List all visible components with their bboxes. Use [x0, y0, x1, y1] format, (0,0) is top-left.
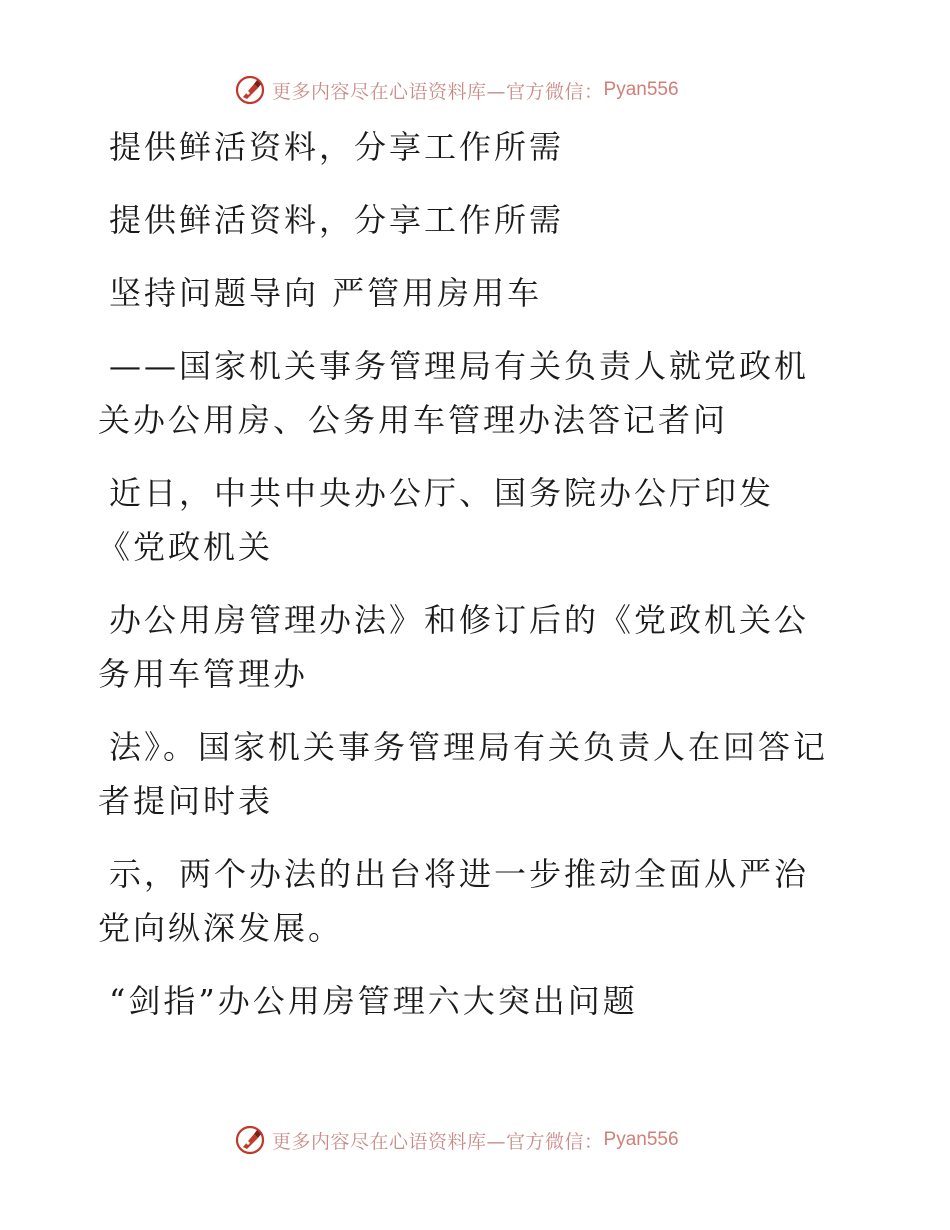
- article-title: 坚持问题导向 严管用房用车: [109, 274, 543, 312]
- header-banner: [234, 72, 679, 108]
- article-subtitle: ——国家机关事务管理局有关负责人就党政机关办公用房、公务用车管理办法答记者问: [98, 347, 810, 439]
- footer-banner-id: Pyan556: [603, 1129, 679, 1150]
- document-body: [98, 120, 838, 1047]
- fountain-pen-logo-icon: [234, 1124, 266, 1156]
- section-heading: “剑指”办公用房管理六大突出问题: [109, 982, 638, 1020]
- paragraph-1: 提供鲜活资料，分享工作所需: [109, 128, 565, 166]
- footer-banner-text: 更多内容尽在心语资料库—官方微信：: [272, 1130, 604, 1153]
- paragraph-6: 办公用房管理办法》和修订后的《党政机关公务用车管理办: [98, 601, 810, 693]
- paragraph-5: 近日，中共中央办公厅、国务院办公厅印发《党政机关: [98, 474, 775, 566]
- header-banner-text: 更多内容尽在心语资料库—官方微信：: [272, 80, 604, 103]
- paragraph-8: 示，两个办法的出台将进一步推动全面从严治党向纵深发展。: [98, 855, 810, 947]
- footer-banner: [234, 1122, 679, 1158]
- paragraph-7: 法》。国家机关事务管理局有关负责人在回答记者提问时表: [98, 728, 829, 820]
- paragraph-2: 提供鲜活资料，分享工作所需: [109, 201, 565, 239]
- fountain-pen-logo-icon: [234, 74, 266, 106]
- header-banner-id: Pyan556: [603, 79, 679, 100]
